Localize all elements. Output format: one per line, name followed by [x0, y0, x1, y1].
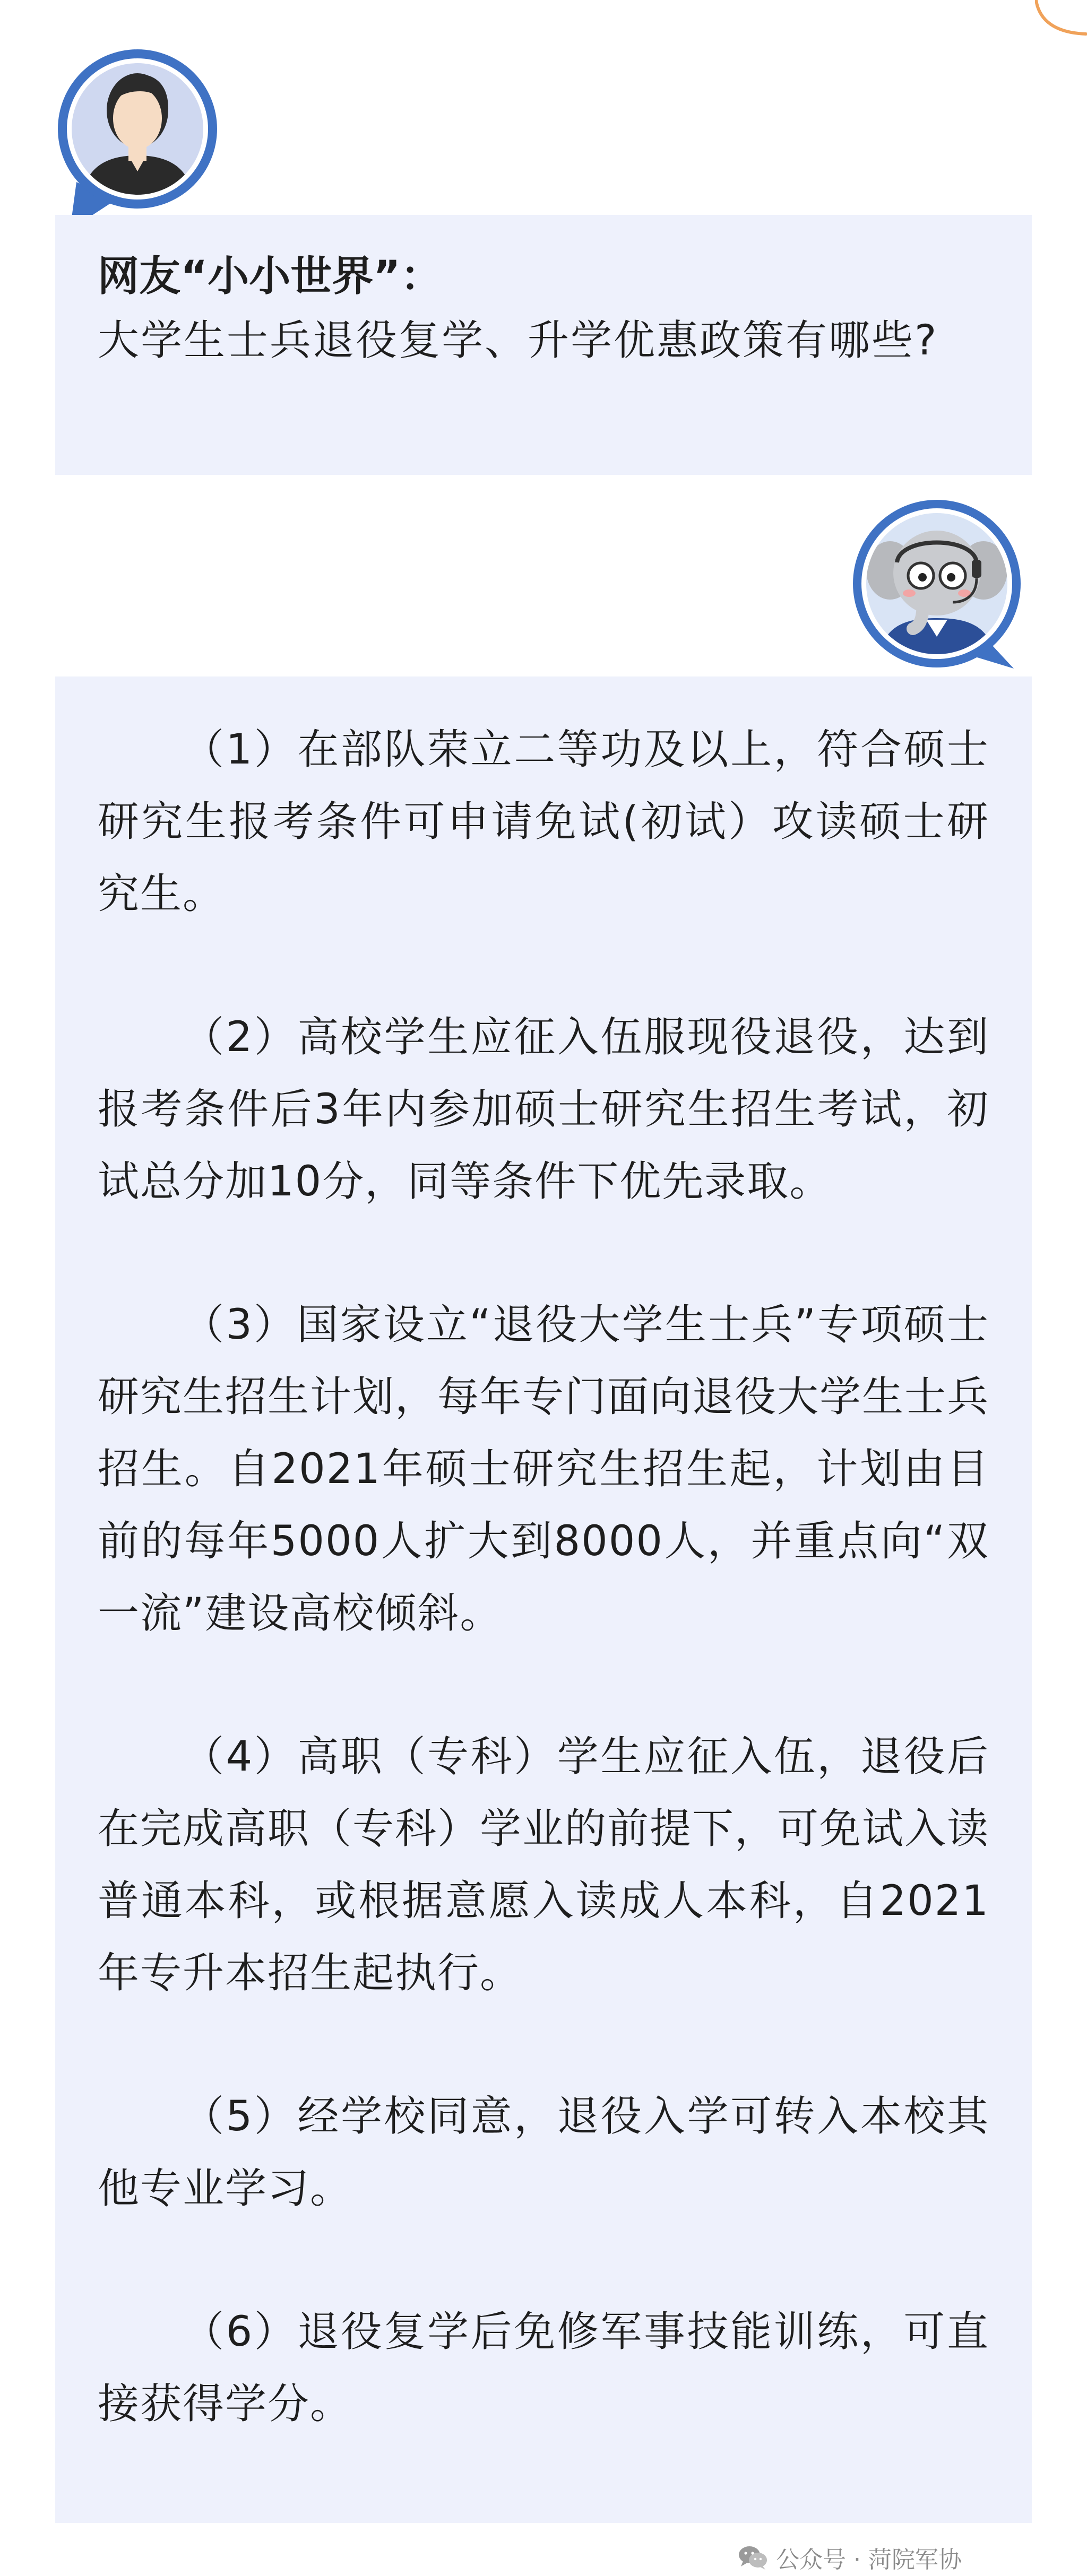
answer-item-1: （1）在部队荣立二等功及以上，符合硕士研究生报考条件可申请免试(初试）攻读硕士研究生。	[98, 726, 989, 918]
answer-item-3: （3）国家设立“退役大学生士兵”专项硕士研究生招生计划，每年专门面向退役大学生士兵招生。自2021年硕士研究生招生起，计划由目前的每年5000人扩大到8000人，并重点向“双一流”建设高校倾斜。	[98, 1301, 990, 1637]
answer-item-6: （6）退役复学后免修军事技能训练，可直接获得学分。	[98, 2308, 989, 2428]
wechat-icon	[738, 2544, 769, 2571]
answer-item-4: （4）高职（专科）学生应征入伍，退役后在完成高职（专科）学业的前提下，可免试入读普通本科，或根据意愿入读成人本科，自2021年专升本招生起执行。	[98, 1733, 990, 1997]
answer-box	[55, 676, 1032, 2523]
assistant-avatar	[847, 499, 1027, 674]
question-author: 网友“小小世界”：	[98, 253, 442, 300]
answer-item-2: （2）高校学生应征入伍服现役退役，达到报考条件后3年内参加硕士研究生招生考试，初试总分加10分，同等条件下优先录取。	[98, 1013, 989, 1205]
watermark-text: 公众号 · 菏院军协	[776, 2546, 962, 2573]
user-avatar	[55, 47, 220, 238]
decorative-curve	[1035, 0, 1087, 37]
answer-item-5: （5）经学校同意，退役入学可转入本校其他专业学习。	[98, 2093, 989, 2213]
question-text: 大学生士兵退役复学、升学优惠政策有哪些?	[98, 317, 938, 365]
watermark	[738, 2539, 962, 2576]
question-box	[55, 215, 1032, 475]
